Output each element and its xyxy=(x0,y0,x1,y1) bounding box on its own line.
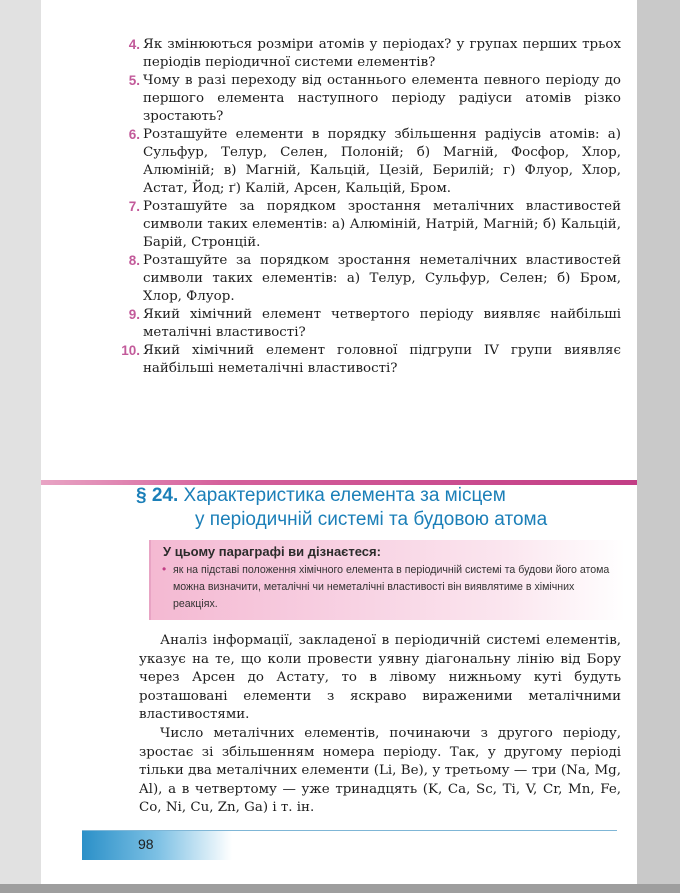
right-margin xyxy=(637,0,680,893)
paragraph: Аналіз інформації, закладеної в періодичній системі елементів, указує на те, що коли провести уявну діагональну лінію від Бору через Арсен до Астату, то в лівому нижньому куті будуть розташовані елементи з яскраво вираженими металічними властивостями. xyxy=(139,633,621,723)
question-item xyxy=(116,36,621,72)
section-heading xyxy=(136,484,636,532)
question-number: 9. xyxy=(128,307,140,322)
section-title-line2: у періодичній системі та будовою атома xyxy=(195,509,548,530)
paragraph: Число металічних елементів, починаючи з другого періоду, зростає зі збільшенням номера періоду. Так, у другому періоді тільки два металічних елементи (Li, Be), у третьому — три (Na, Mg, Al), а в четвертому — уже тринадцять (K, Ca, Sc, Ti, V, Cr, Mn, Fe, Co, Ni, Cu, Zn, Ga) і т. ін. xyxy=(139,725,621,816)
question-number: 6. xyxy=(128,127,140,142)
question-text: Як змінюються розміри атомів у періодах? у групах перших трьох періодів періодичної системи елементів? xyxy=(143,37,621,70)
textbook-page xyxy=(41,0,637,884)
question-item xyxy=(116,306,621,342)
learning-objective-text: як на підставі положення хімічного елемента в періодичній системі та будови його атома можна визначити, металічні чи неметалічні властивості він виявлятиме в хімічних реакціях. xyxy=(173,564,610,610)
question-text: Чому в разі переходу від останнього елемента певного періоду до першого елемента наступного періоду радіуси атомів різко зростають? xyxy=(143,73,621,124)
learning-objectives-box xyxy=(149,540,625,620)
body-text xyxy=(139,632,621,818)
section-title-line1: Характеристика елемента за місцем xyxy=(183,485,506,506)
bottom-edge xyxy=(0,884,680,893)
section-number: § 24. xyxy=(136,485,179,506)
question-number: 10. xyxy=(121,343,140,358)
question-number: 4. xyxy=(128,37,140,52)
question-item xyxy=(116,198,621,252)
question-item xyxy=(116,72,621,126)
bullet-marker: • xyxy=(162,562,167,576)
question-number: 8. xyxy=(128,253,140,268)
question-number: 7. xyxy=(128,199,140,214)
question-text: Який хімічний елемент головної підгрупи IV групи виявляє найбільші неметалічні властивості? xyxy=(143,343,621,376)
question-list xyxy=(116,36,621,378)
footer-accent xyxy=(82,831,232,860)
left-margin xyxy=(0,0,41,893)
question-item xyxy=(116,252,621,306)
question-text: Розташуйте елементи в порядку збільшення радіусів атомів: а) Сульфур, Телур, Селен, Полоній; б) Магній, Фосфор, Хлор, Алюміній; в) Магній, Кальцій, Цезій, Берилій; г) Флуор, Хлор, Астат, Йод; ґ) Калій, Арсен, Кальцій, Бром. xyxy=(143,127,621,196)
question-item xyxy=(116,342,621,378)
question-number: 5. xyxy=(128,73,140,88)
question-text: Розташуйте за порядком зростання металічних властивостей символи таких елементів: а) Алюміній, Натрій, Магній; б) Кальцій, Барій, Стронцій. xyxy=(143,199,621,250)
question-text: Який хімічний елемент четвертого періоду виявляє найбільші металічні властивості? xyxy=(143,307,621,340)
learning-objectives-title: У цьому параграфі ви дізнаєтеся: xyxy=(163,544,381,559)
question-item xyxy=(116,126,621,198)
page-number: 98 xyxy=(138,836,154,852)
question-text: Розташуйте за порядком зростання неметалічних властивостей символи таких елементів: а) Телур, Сульфур, Селен; б) Бром, Хлор, Флуор. xyxy=(143,253,621,304)
